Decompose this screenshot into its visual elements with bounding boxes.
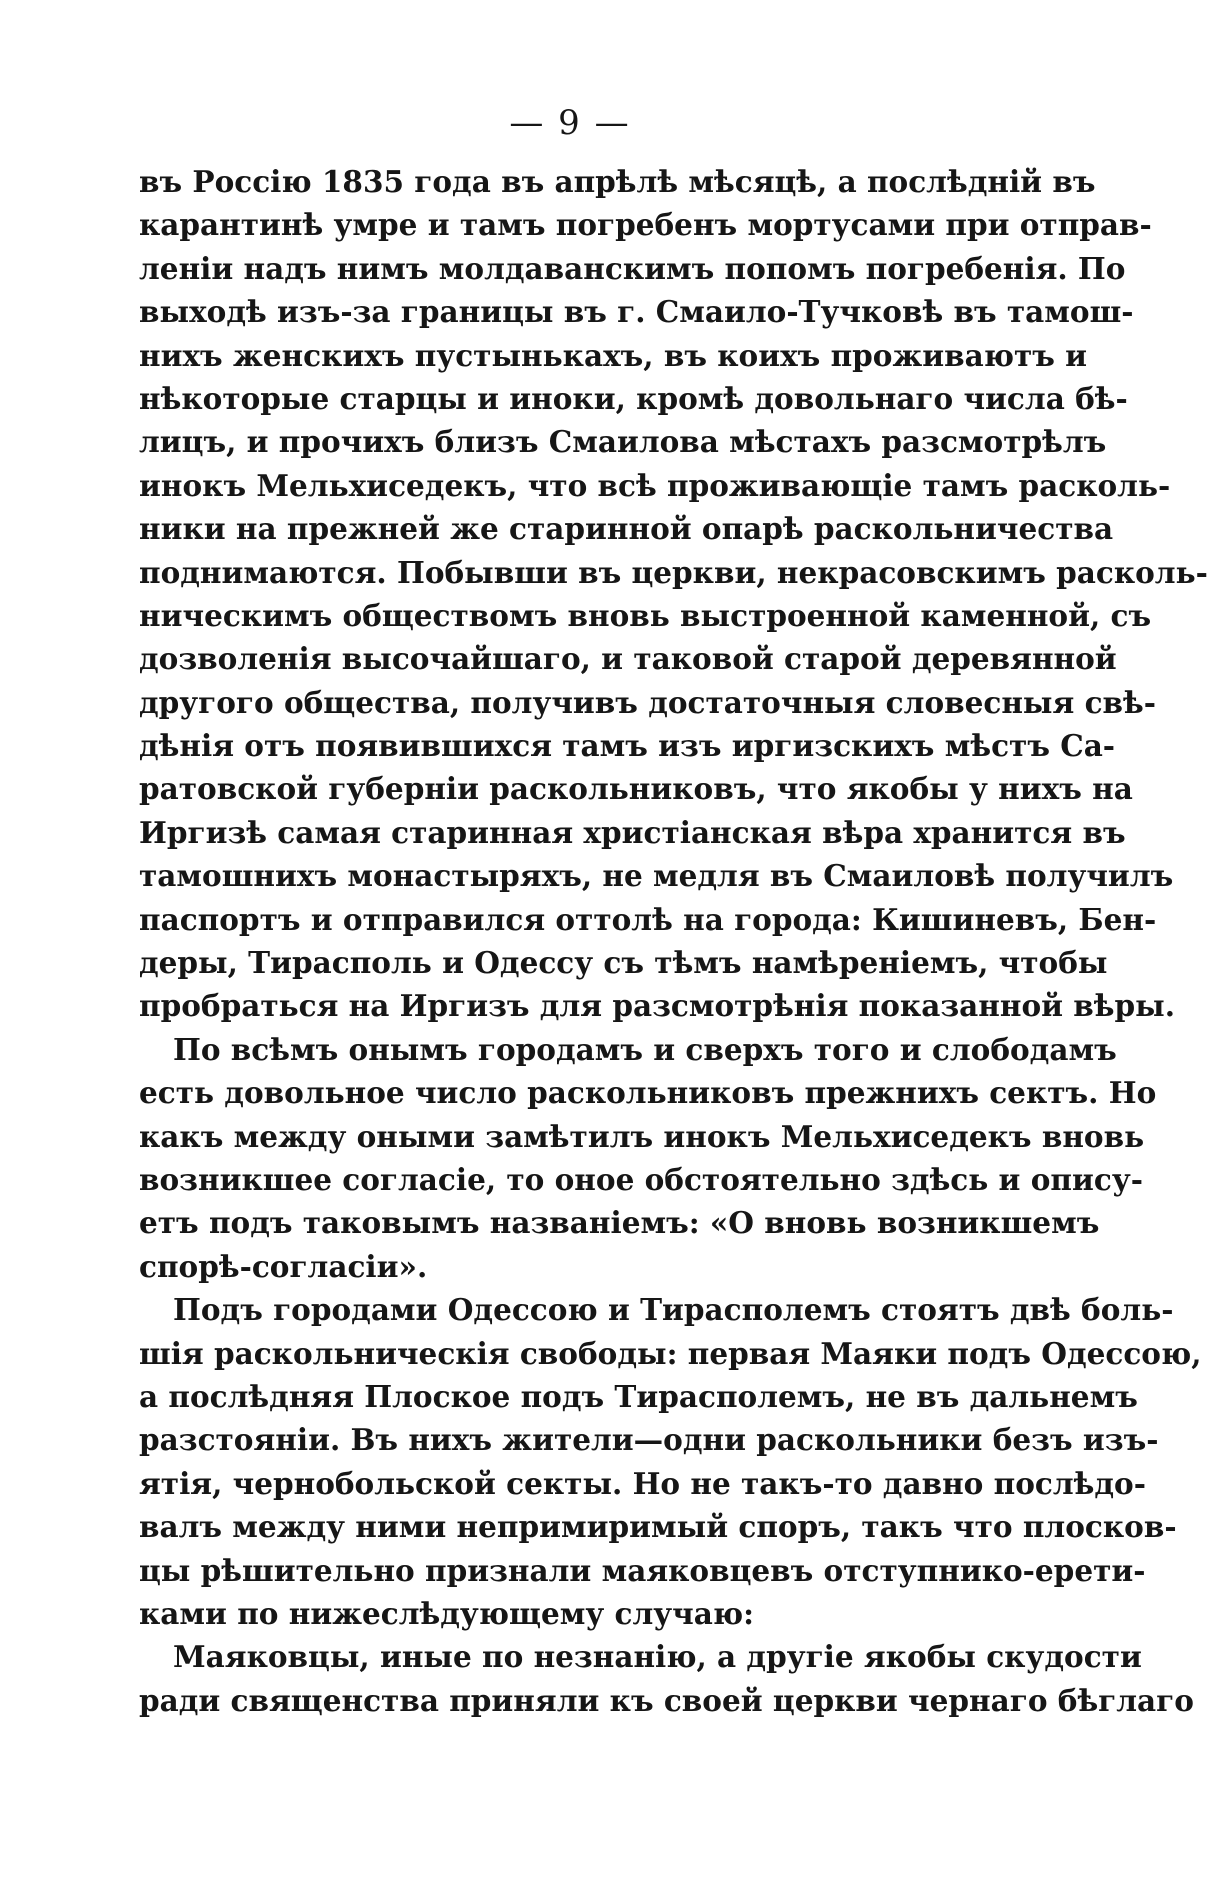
- text-line: нѣкоторые старцы и иноки, кромѣ довольнаго числа бѣ-: [139, 380, 1128, 416]
- text-line: шія раскольническія свободы: первая Маяки подъ Одессою,: [139, 1335, 1202, 1371]
- text-line: деры, Тирасполь и Одессу съ тѣмъ намѣреніемъ, чтобы: [139, 945, 1108, 981]
- body-text: [139, 160, 1208, 1722]
- text-line: ники на прежней же старинной опарѣ раскольничества: [139, 511, 1114, 547]
- text-line: поднимаются. Побывши въ церкви, некрасовскимъ расколь-: [139, 554, 1208, 590]
- text-line: леніи надъ нимъ молдаванскимъ попомъ погребенія. По: [139, 250, 1126, 286]
- text-line: паспортъ и отправился оттолѣ на города: Кишиневъ, Бен-: [139, 901, 1157, 937]
- text-line: етъ подъ таковымъ названіемъ: «О вновь возникшемъ: [139, 1205, 1100, 1241]
- text-line: цы рѣшительно признали маяковцевъ отступнико-ерети-: [139, 1552, 1146, 1588]
- text-line: Подъ городами Одессою и Тирасполемъ стоятъ двѣ боль-: [173, 1292, 1174, 1328]
- text-line: лицъ, и прочихъ близъ Смаилова мѣстахъ разсмотрѣлъ: [139, 424, 1107, 460]
- text-line: выходѣ изъ-за границы въ г. Смаило-Тучковѣ въ тамош-: [139, 294, 1134, 330]
- text-line: ятія, чернобольской секты. Но не такъ-то давно послѣдо-: [139, 1465, 1146, 1501]
- text-line: По всѣмъ онымъ городамъ и сверхъ того и слободамъ: [173, 1031, 1117, 1067]
- text-line: спорѣ-согласіи».: [139, 1248, 428, 1284]
- paragraph-4: [139, 1635, 1194, 1722]
- text-line: тамошнихъ монастыряхъ, не медля въ Смаиловѣ получилъ: [139, 858, 1174, 894]
- page-number: — 9 —: [509, 103, 631, 143]
- text-line: ническимъ обществомъ вновь выстроенной каменной, съ: [139, 597, 1152, 633]
- text-line: другого общества, получивъ достаточныя словесныя свѣ-: [139, 684, 1157, 720]
- text-line: а послѣдняя Плоское подъ Тирасполемъ, не въ дальнемъ: [139, 1378, 1138, 1414]
- text-line: валъ между ними непримиримый споръ, такъ что плосков-: [139, 1509, 1177, 1545]
- text-line: инокъ Мельхиседекъ, что всѣ проживающіе тамъ расколь-: [139, 467, 1171, 503]
- text-line: пробраться на Иргизъ для разсмотрѣнія показанной вѣры.: [139, 988, 1176, 1024]
- text-line: какъ между оными замѣтилъ инокъ Мельхиседекъ вновь: [139, 1118, 1145, 1154]
- paragraph-3: [139, 1288, 1202, 1635]
- text-line: въ Россію 1835 года въ апрѣлѣ мѣсяцѣ, а послѣдній въ: [139, 164, 1096, 199]
- text-line: дѣнія отъ появившихся тамъ изъ иргизскихъ мѣстъ Са-: [139, 728, 1116, 764]
- text-line: ради священства приняли къ своей церкви чернаго бѣглаго: [139, 1682, 1194, 1718]
- text-line: возникшее согласіе, то оное обстоятельно здѣсь и опису-: [139, 1161, 1143, 1197]
- text-line: есть довольное число раскольниковъ прежнихъ сектъ. Но: [139, 1075, 1157, 1111]
- text-line: ратовской губерніи раскольниковъ, что якобы у нихъ на: [139, 771, 1133, 807]
- text-line: Иргизѣ самая старинная христіанская вѣра хранится въ: [139, 814, 1126, 850]
- paragraph-2: [139, 1028, 1157, 1288]
- text-line: дозволенія высочайшаго, и таковой старой деревянной: [139, 641, 1117, 677]
- text-line: карантинѣ умре и тамъ погребенъ мортусами при отправ-: [139, 207, 1152, 243]
- text-line: нихъ женскихъ пустынькахъ, въ коихъ проживаютъ и: [139, 337, 1088, 373]
- text-line: ками по нижеслѣдующему случаю:: [139, 1595, 755, 1631]
- paragraph-1: [139, 160, 1208, 1028]
- text-line: разстояніи. Въ нихъ жители—одни раскольники безъ изъ-: [139, 1422, 1159, 1458]
- text-line: Маяковцы, иные по незнанію, а другіе якобы скудости: [173, 1639, 1142, 1675]
